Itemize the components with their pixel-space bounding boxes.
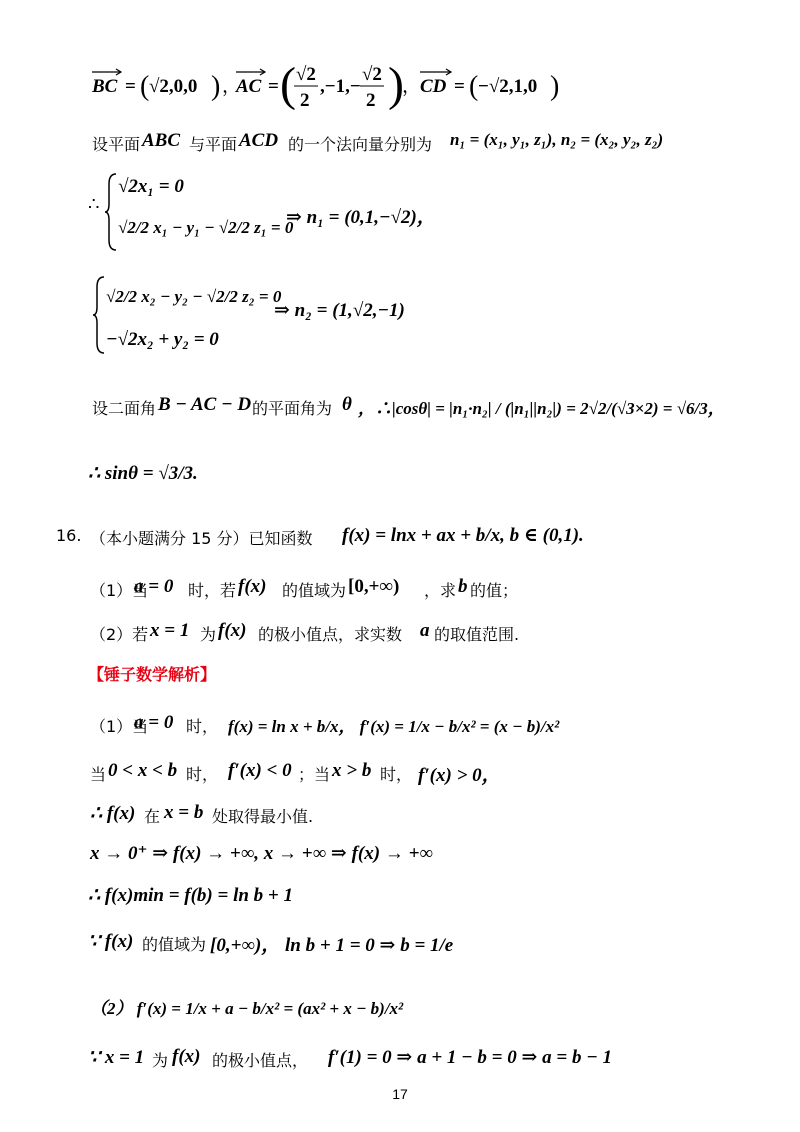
left-brace-icon xyxy=(104,172,118,252)
math: B − AC − D xyxy=(158,394,252,415)
text: 的一个法向量分别为 xyxy=(288,135,433,154)
svg-text:=: = xyxy=(268,76,279,97)
question-text: （本小题满分 15 分）已知函数 xyxy=(90,529,313,548)
formula: ，∴|cosθ| = |n₁·n₂| / (|n₁||n₂|) = 2√2/(√3×2) = √6/3， xyxy=(358,399,725,418)
formula: f(x) = ln x + b/x， f′(x) = 1/x − b/x² = (x − b)/x² xyxy=(228,717,560,736)
math: f(x) xyxy=(218,620,247,641)
equation: −√2x₂ + y₂ = 0 xyxy=(106,329,219,350)
text: ；当 xyxy=(298,765,331,784)
math: a xyxy=(420,620,430,641)
svg-text:): ) xyxy=(211,71,221,102)
svg-text:CD: CD xyxy=(420,76,447,97)
text: 设平面 xyxy=(92,135,141,154)
math: x > b xyxy=(332,760,372,781)
vector-equation xyxy=(0,62,800,112)
math: a = 0 xyxy=(134,712,174,733)
text: （2）若 xyxy=(90,625,149,644)
svg-text:,−1,−: ,−1,− xyxy=(320,76,361,97)
math: ∵ f(x) xyxy=(88,931,134,952)
math: ∵ x = 1 xyxy=(88,1047,145,1068)
text: 时， xyxy=(186,765,219,784)
text: 为 xyxy=(200,625,217,644)
system-2 xyxy=(0,275,800,355)
therefore-symbol: ∴ xyxy=(88,194,100,215)
svg-text:2: 2 xyxy=(300,90,310,111)
system-1 xyxy=(0,172,800,252)
text: 的值； xyxy=(470,581,519,600)
svg-text:): ) xyxy=(550,71,560,102)
svg-text:BC: BC xyxy=(92,76,118,97)
text: 设二面角 xyxy=(92,399,157,418)
formula: x → 0⁺ ⇒ f(x) → +∞, x → +∞ ⇒ f(x) → +∞ xyxy=(90,843,433,864)
svg-text:√2: √2 xyxy=(296,64,316,85)
math: x = 1 xyxy=(150,620,190,641)
svg-text:(: ( xyxy=(469,71,479,102)
svg-text:AC: AC xyxy=(236,76,262,97)
math: [0,+∞)， ln b + 1 = 0 ⇒ b = 1/e xyxy=(210,935,454,956)
text: （1）当 xyxy=(90,581,149,600)
text: 时，若 xyxy=(188,581,237,600)
text: 的值域为 xyxy=(142,935,207,954)
text: 处取得最小值. xyxy=(212,807,314,826)
svg-text:): ) xyxy=(388,62,404,111)
svg-text:，: ， xyxy=(402,76,422,97)
svg-text:=: = xyxy=(454,76,465,97)
math: 0 < x < b xyxy=(108,760,178,781)
text: 与平面 xyxy=(189,135,238,154)
math: f(x) xyxy=(172,1046,201,1067)
text: 时， xyxy=(186,717,219,736)
analysis-title: 【锤子数学解析】 xyxy=(88,665,217,684)
svg-text:，: ， xyxy=(222,76,242,97)
result: ⇒ n₁ = (0,1,−√2)， xyxy=(286,207,436,228)
formula: f′(1) = 0 ⇒ a + 1 − b = 0 ⇒ a = b − 1 xyxy=(328,1047,612,1068)
dihedral-line xyxy=(0,372,800,442)
math: f′(x) < 0 xyxy=(228,760,292,781)
math: [0,+∞) xyxy=(348,576,400,597)
equation: √2x₁ = 0 xyxy=(118,176,184,197)
math: x = b xyxy=(164,802,204,823)
text: 的极小值点， xyxy=(212,1051,309,1070)
math: b xyxy=(458,576,468,597)
text: 的取值范围. xyxy=(434,625,520,644)
svg-text:√2: √2 xyxy=(362,64,382,85)
result: ⇒ n₂ = (1,√2,−1) xyxy=(274,300,405,321)
svg-text:=: = xyxy=(125,76,136,97)
text: 的值域为 xyxy=(282,581,347,600)
svg-text:√2,0,0: √2,0,0 xyxy=(149,76,198,97)
text: 时， xyxy=(380,765,413,784)
text: 在 xyxy=(144,807,161,826)
text: ，求 xyxy=(424,581,457,600)
svg-text:(: ( xyxy=(140,71,150,102)
math: f′(x) > 0， xyxy=(418,765,501,786)
math: θ xyxy=(342,394,352,415)
text: 的平面角为 xyxy=(252,399,333,418)
svg-text:−√2,1,0: −√2,1,0 xyxy=(478,76,538,97)
math: ACD xyxy=(239,130,279,151)
math: ABC xyxy=(142,130,181,151)
formula: ∴ sinθ = √3/3. xyxy=(88,463,198,484)
math: ∴ f(x) xyxy=(90,803,136,824)
equation: √2/2 x₁ − y₁ − √2/2 z₁ = 0 xyxy=(118,218,294,237)
text: 当 xyxy=(90,765,107,784)
text: 的极小值点，求实数 xyxy=(258,625,403,644)
math: n₁ = (x₁, y₁, z₁), n₂ = (x₂, y₂, z₂) xyxy=(450,130,664,149)
vector-line xyxy=(0,62,800,116)
formula: ∴ f(x)min = f(b) = ln b + 1 xyxy=(88,885,294,906)
math: f(x) xyxy=(238,576,267,597)
svg-text:2: 2 xyxy=(366,90,376,111)
svg-text:(: ( xyxy=(280,62,296,111)
text: （1）当 xyxy=(90,717,149,736)
text: 为 xyxy=(152,1051,169,1070)
math: a = 0 xyxy=(134,576,174,597)
solution-step-1 xyxy=(0,700,800,750)
equation: √2/2 x₂ − y₂ − √2/2 z₂ = 0 xyxy=(106,287,282,306)
question-number: 16. xyxy=(56,526,82,545)
page-number: 17 xyxy=(392,1086,408,1102)
function-definition: f(x) = lnx + ax + b/x, b ∈ (0,1). xyxy=(342,525,584,546)
formula: （2） f′(x) = 1/x + a − b/x² = (ax² + x − b)/x² xyxy=(90,999,404,1018)
left-brace-icon xyxy=(92,275,106,355)
